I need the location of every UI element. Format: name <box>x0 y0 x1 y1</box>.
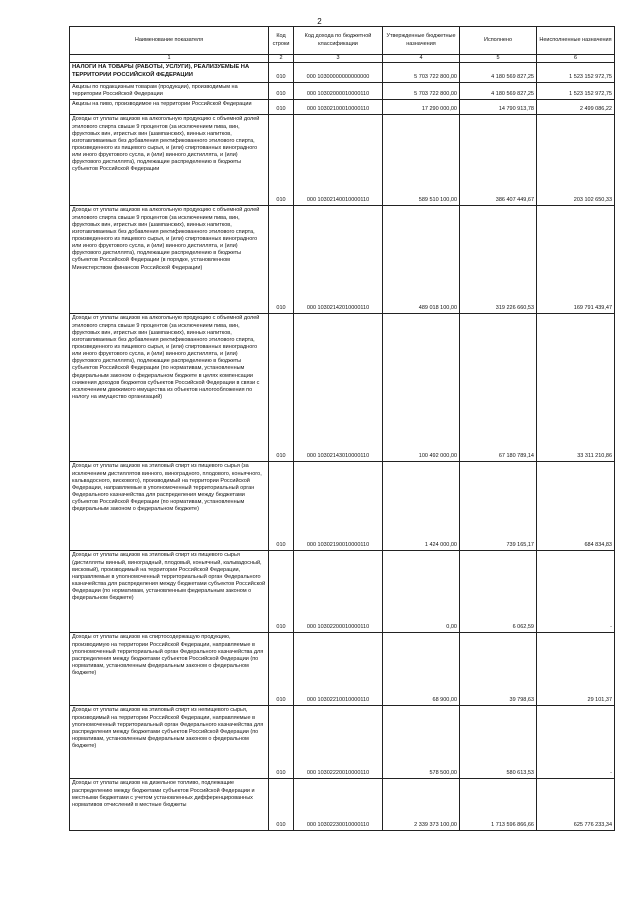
row-approved: 68 900,00 <box>383 633 460 706</box>
column-number: 5 <box>460 55 537 63</box>
header-approved: Утвержденные бюджетные назначения <box>383 27 460 55</box>
column-number: 6 <box>537 55 615 63</box>
row-line-code: 010 <box>269 100 294 115</box>
row-income-code: 000 10302140010000110 <box>294 115 383 206</box>
row-indicator-name: Доходы от уплаты акцизов на алкогольную продукцию с объемной долей этилового спирта свыше 9 процентов (за исключением пива, вин, фруктовых вин, игристых вин (шампанских), винных напитков, изготавливаемых без добавления ректификованного этилового спирта, произведенного из пищевого сырья, и (или) спиртованных виноградного или иного фруктового сусла, и (или) винного дистиллята, и (или) фруктового дистиллята), подлежащие распределению в бюджеты субъектов Российской Федерации (по нормативам, установленным федеральным законом о федеральном бюджете в целях компенсации снижения доходов бюджетов субъектов Российской Федерации в связи с исключением движимого имущества из объектов налогообложения по налогу на имущество организаций) <box>70 314 269 462</box>
row-income-code: 000 10302220010000110 <box>294 706 383 779</box>
row-income-code: 000 10302210010000110 <box>294 633 383 706</box>
row-approved: 489 018 100,00 <box>383 206 460 314</box>
table-row <box>70 779 615 831</box>
row-line-code: 010 <box>269 462 294 551</box>
budget-execution-table <box>69 26 615 831</box>
table-row <box>70 314 615 462</box>
row-line-code: 010 <box>269 83 294 100</box>
row-indicator-name: Доходы от уплаты акцизов на этиловый спирт из непищевого сырья, производимый на территории Российской Федерации, направляемые в уполномоченный территориальный орган Федерального казначейства для распределения между бюджетами субъектов Российской Федерации (по нормативам, установленным федеральным законом о федеральном бюджете) <box>70 706 269 779</box>
row-indicator-name: НАЛОГИ НА ТОВАРЫ (РАБОТЫ, УСЛУГИ), РЕАЛИЗУЕМЫЕ НА ТЕРРИТОРИИ РОССИЙСКОЙ ФЕДЕРАЦИИ <box>70 63 269 83</box>
header-income-code: Код дохода по бюджетной классификации <box>294 27 383 55</box>
row-executed: 6 062,59 <box>460 551 537 633</box>
header-unexecuted: Неисполненные назначения <box>537 27 615 55</box>
row-unexecuted: 29 101,37 <box>537 633 615 706</box>
table-row <box>70 100 615 115</box>
row-unexecuted: 169 791 439,47 <box>537 206 615 314</box>
row-approved: 589 510 100,00 <box>383 115 460 206</box>
row-executed: 4 180 569 827,25 <box>460 63 537 83</box>
column-number-row <box>70 55 615 63</box>
row-executed: 580 613,53 <box>460 706 537 779</box>
row-income-code: 000 10302000010000110 <box>294 83 383 100</box>
header-executed: Исполнено <box>460 27 537 55</box>
row-indicator-name: Доходы от уплаты акцизов на алкогольную продукцию с объемной долей этилового спирта свыше 9 процентов (за исключением пива, вин, фруктовых вин, игристых вин (шампанских), винных напитков, изготавливаемых без добавления ректификованного этилового спирта, произведенного из пищевого сырья, и (или) спиртованных виноградного или иного фруктового сусла, и (или) винного дистиллята, и (или) фруктового дистиллята), подлежащие распределению в бюджеты субъектов Российской Федерации <box>70 115 269 206</box>
table-row <box>70 83 615 100</box>
row-indicator-name: Доходы от уплаты акцизов на этиловый спирт из пищевого сырья (дистилляты винный, виноградный, плодовый, коньячный, кальвадосный, висковый), производимый на территории Российской Федерации, направляемые в уполномоченный территориальный орган Федерального казначейства для распределения между бюджетами субъектов Российской Федерации (по нормативам, установленным федеральным законом о федеральном бюджете) <box>70 551 269 633</box>
table-row <box>70 206 615 314</box>
row-approved: 578 500,00 <box>383 706 460 779</box>
row-unexecuted: 2 499 086,22 <box>537 100 615 115</box>
table-row <box>70 706 615 779</box>
row-line-code: 010 <box>269 314 294 462</box>
row-income-code: 000 10302230010000110 <box>294 779 383 831</box>
row-indicator-name: Акцизы на пиво, производимое на территории Российской Федерации <box>70 100 269 115</box>
column-number: 1 <box>70 55 269 63</box>
row-approved: 0,00 <box>383 551 460 633</box>
row-indicator-name: Доходы от уплаты акцизов на дизельное топливо, подлежащие распределению между бюджетами субъектов Российской Федерации и местными бюджетами с учетом установленных дифференцированных нормативов отчислений в местные бюджеты <box>70 779 269 831</box>
row-indicator-name: Доходы от уплаты акцизов на этиловый спирт из пищевого сырья (за исключением дистиллятов винного, виноградного, плодового, коньячного, кальвадосного, вискового), производимый на территории Российской Федерации, направляемые в уполномоченный территориальный орган Федерального казначейства для распределения между бюджетами субъектов Российской Федерации (по нормативам, установленным федеральным законом о федеральном бюджете) <box>70 462 269 551</box>
row-line-code: 010 <box>269 63 294 83</box>
header-indicator-name: Наименование показателя <box>70 27 269 55</box>
table-header-row <box>70 27 615 55</box>
row-approved: 100 492 000,00 <box>383 314 460 462</box>
table-row <box>70 115 615 206</box>
row-executed: 39 798,63 <box>460 633 537 706</box>
row-executed: 67 180 789,14 <box>460 314 537 462</box>
row-executed: 739 165,17 <box>460 462 537 551</box>
table-row <box>70 462 615 551</box>
row-unexecuted: 625 776 233,34 <box>537 779 615 831</box>
row-executed: 14 790 913,78 <box>460 100 537 115</box>
row-unexecuted: - <box>537 551 615 633</box>
row-unexecuted: 203 102 650,33 <box>537 115 615 206</box>
table-row <box>70 63 615 83</box>
row-line-code: 010 <box>269 706 294 779</box>
row-income-code: 000 10302143010000110 <box>294 314 383 462</box>
row-executed: 386 407 449,67 <box>460 115 537 206</box>
row-approved: 5 703 722 800,00 <box>383 63 460 83</box>
row-approved: 2 339 373 100,00 <box>383 779 460 831</box>
row-executed: 319 226 660,53 <box>460 206 537 314</box>
row-income-code: 000 10302190010000110 <box>294 462 383 551</box>
row-income-code: 000 10302100010000110 <box>294 100 383 115</box>
row-approved: 17 290 000,00 <box>383 100 460 115</box>
row-line-code: 010 <box>269 115 294 206</box>
column-number: 2 <box>269 55 294 63</box>
row-unexecuted: - <box>537 706 615 779</box>
row-income-code: 000 10300000000000000 <box>294 63 383 83</box>
table-row <box>70 633 615 706</box>
row-line-code: 010 <box>269 633 294 706</box>
row-line-code: 010 <box>269 206 294 314</box>
column-number: 4 <box>383 55 460 63</box>
header-line-code: Код строки <box>269 27 294 55</box>
row-line-code: 010 <box>269 779 294 831</box>
row-executed: 1 713 596 866,66 <box>460 779 537 831</box>
row-unexecuted: 1 523 152 972,75 <box>537 63 615 83</box>
row-income-code: 000 10302142010000110 <box>294 206 383 314</box>
page-number: 2 <box>317 17 322 26</box>
row-approved: 1 424 000,00 <box>383 462 460 551</box>
column-number: 3 <box>294 55 383 63</box>
row-indicator-name: Доходы от уплаты акцизов на алкогольную продукцию с объемной долей этилового спирта свыше 9 процентов (за исключением пива, вин, фруктовых вин, игристых вин (шампанских), винных напитков, изготавливаемых без добавления ректификованного этилового спирта, произведенного из пищевого сырья, и (или) спиртованных виноградного или иного фруктового сусла, и (или) винного дистиллята, и (или) фруктового дистиллята), подлежащие распределению в бюджеты субъектов Российской Федерации (в порядке, установленном Министерством финансов Российской Федерации) <box>70 206 269 314</box>
row-unexecuted: 33 311 210,86 <box>537 314 615 462</box>
row-approved: 5 703 722 800,00 <box>383 83 460 100</box>
row-unexecuted: 684 834,83 <box>537 462 615 551</box>
row-executed: 4 180 569 827,25 <box>460 83 537 100</box>
row-line-code: 010 <box>269 551 294 633</box>
row-indicator-name: Доходы от уплаты акцизов на спиртосодержащую продукцию, производимую на территории Российской Федерации, направляемые в уполномоченный территориальный орган Федерального казначейства для распределения между бюджетами субъектов Российской Федерации (по нормативам, установленным федеральным законом о федеральном бюджете) <box>70 633 269 706</box>
row-income-code: 000 10302200010000110 <box>294 551 383 633</box>
table-row <box>70 551 615 633</box>
row-unexecuted: 1 523 152 972,75 <box>537 83 615 100</box>
row-indicator-name: Акцизы по подакцизным товарам (продукции), производимым на территории Российской Федерации <box>70 83 269 100</box>
